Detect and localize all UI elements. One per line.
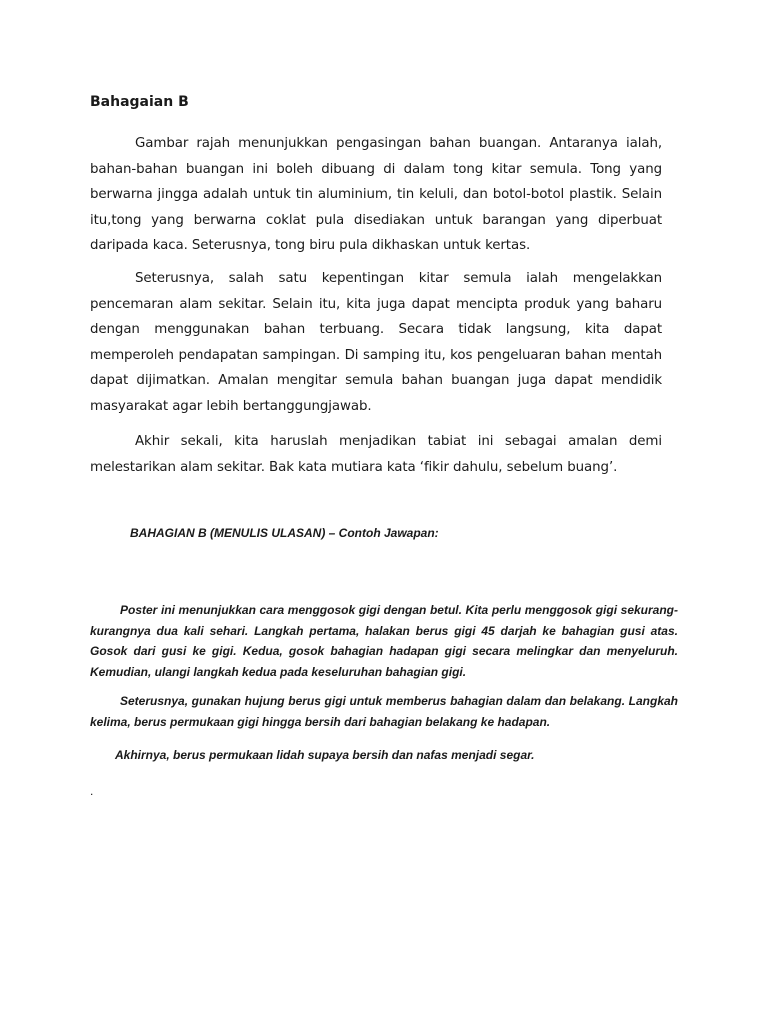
paragraph-conclusion: Akhir sekali, kita haruslah menjadikan tabiat ini sebagai amalan demi melestarikan alam sekitar. Bak kata mutiara kata ‘fikir dahulu, sebelum buang’. bbox=[90, 434, 662, 475]
section-heading: Bahagaian B bbox=[90, 94, 189, 110]
answer-paragraph-next-steps: Seterusnya, gunakan hujung berus gigi untuk memberus bahagian dalam dan belakang. Langkah kelima, berus permukaan gigi hingga bersih dari bahagian belakang ke hadapan. bbox=[90, 694, 678, 729]
answer-paragraph-final: Akhirnya, berus permukaan lidah supaya bersih dan nafas menjadi segar. bbox=[115, 748, 535, 762]
answer-paragraph-intro: Poster ini menunjukkan cara menggosok gigi dengan betul. Kita perlu menggosok gigi sekurang-kurangnya dua kali sehari. Langkah pertama, halakan berus gigi 45 darjah ke bahagian gusi atas. Gosok dari gusi ke gigi. Kedua, gosok bahagian hadapan gigi secara melingkar dan menyeluruh. Kemudian, ulangi langkah kedua pada keseluruhan bahagian gigi. bbox=[90, 603, 678, 679]
sample-answer-heading: BAHAGIAN B (MENULIS ULASAN) – Contoh Jawapan: bbox=[130, 526, 439, 540]
paragraph-recycling-importance: Seterusnya, salah satu kepentingan kitar semula ialah mengelakkan pencemaran alam sekitar. Selain itu, kita juga dapat mencipta produk yang baharu dengan menggunakan bahan terbuang. Secara tidak langsung, kita dapat memperoleh pendapatan sampingan. Di samping itu, kos pengeluaran bahan mentah dapat dijimatkan. Amalan mengitar semula bahan buangan juga dapat mendidik masyarakat agar lebih bertanggungjawab. bbox=[90, 271, 662, 414]
trailing-mark: . bbox=[90, 784, 94, 798]
paragraph-recycling-bins: Gambar rajah menunjukkan pengasingan bahan buangan. Antaranya ialah, bahan-bahan buangan ini boleh dibuang di dalam tong kitar semula. Tong yang berwarna jingga adalah untuk tin aluminium, tin keluli, dan botol-botol plastik. Selain itu,tong yang berwarna coklat pula disediakan untuk barangan yang diperbuat daripada kaca. Seterusnya, tong biru pula dikhaskan untuk kertas. bbox=[90, 136, 662, 253]
